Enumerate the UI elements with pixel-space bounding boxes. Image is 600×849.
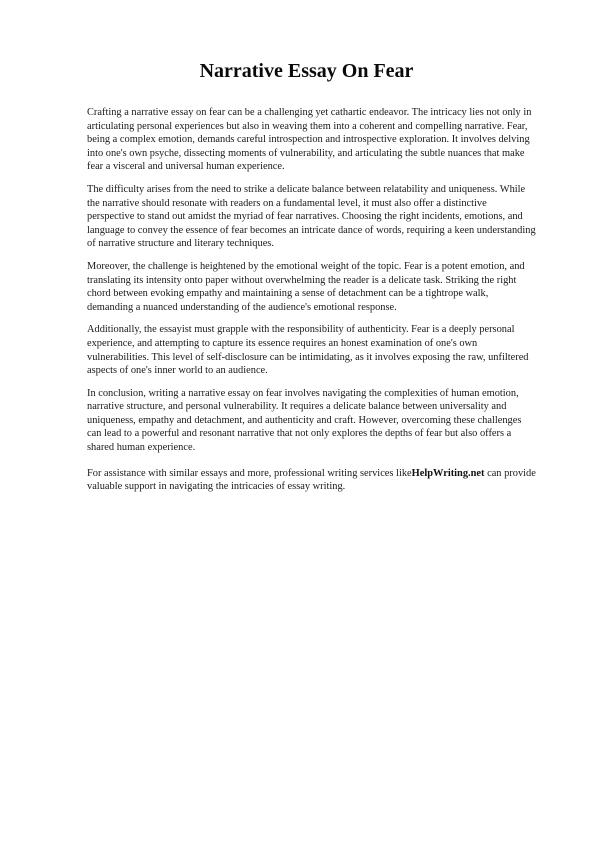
paragraph-closing <box>87 467 536 494</box>
document-title: Narrative Essay On Fear <box>199 60 414 82</box>
paragraph-conclusion: In conclusion, writing a narrative essay on fear involves navigating the complexities of human emotion, narrative structure, and personal vulnerability. It requires a delicate balance between universality and uniqueness, empathy and detachment, and authenticity and craft. However, overcoming these challenges can lead to a powerful and resonant narrative that not only explores the depths of fear but also offers a shared human experience. <box>87 387 522 454</box>
paragraph-difficulty: The difficulty arises from the need to strike a delicate balance between relatability and uniqueness. While the narrative should resonate with readers on a fundamental level, it must also offer a distinctive perspective to stand out amidst the myriad of fear narratives. Choosing the right incidents, emotions, and language to convey the essence of fear becomes an intricate dance of words, requiring a keen understanding of narrative structure and literary techniques. <box>87 183 536 250</box>
paragraph-emotional-weight: Moreover, the challenge is heightened by the emotional weight of the topic. Fear is a potent emotion, and translating its intensity onto paper without overwhelming the reader is a delicate task. Striking the right chord between evoking empathy and maintaining a sense of detachment can be a tightrope walk, demanding a nuanced understanding of the audience's emotional response. <box>87 260 525 313</box>
paragraph-authenticity: Additionally, the essayist must grapple with the responsibility of authenticity. Fear is a deeply personal experience, and attempting to capture its essence requires an honest examination of one's own vulnerabilities. This level of self-disclosure can be intimidating, as it involves exposing the raw, unfiltered aspects of one's inner world to an audience. <box>87 324 529 377</box>
paragraph-intro: Crafting a narrative essay on fear can be a challenging yet cathartic endeavor. The intricacy lies not only in articulating personal experiences but also in weaving them into a coherent and compelling narrative. Fear, being a complex emotion, demands careful introspection and introspective exploration. It involves delving into one's own psyche, dissecting moments of vulnerability, and articulating the subtle nuances that make fear a visceral and universal human experience. <box>87 107 532 173</box>
closing-text-after-link: can provide valuable support in navigating the intricacies of essay writing. <box>87 467 536 493</box>
closing-text-before-link: For assistance with similar essays and more, professional writing services like <box>87 467 412 479</box>
helpwriting-link[interactable]: HelpWriting.net <box>411 467 485 479</box>
